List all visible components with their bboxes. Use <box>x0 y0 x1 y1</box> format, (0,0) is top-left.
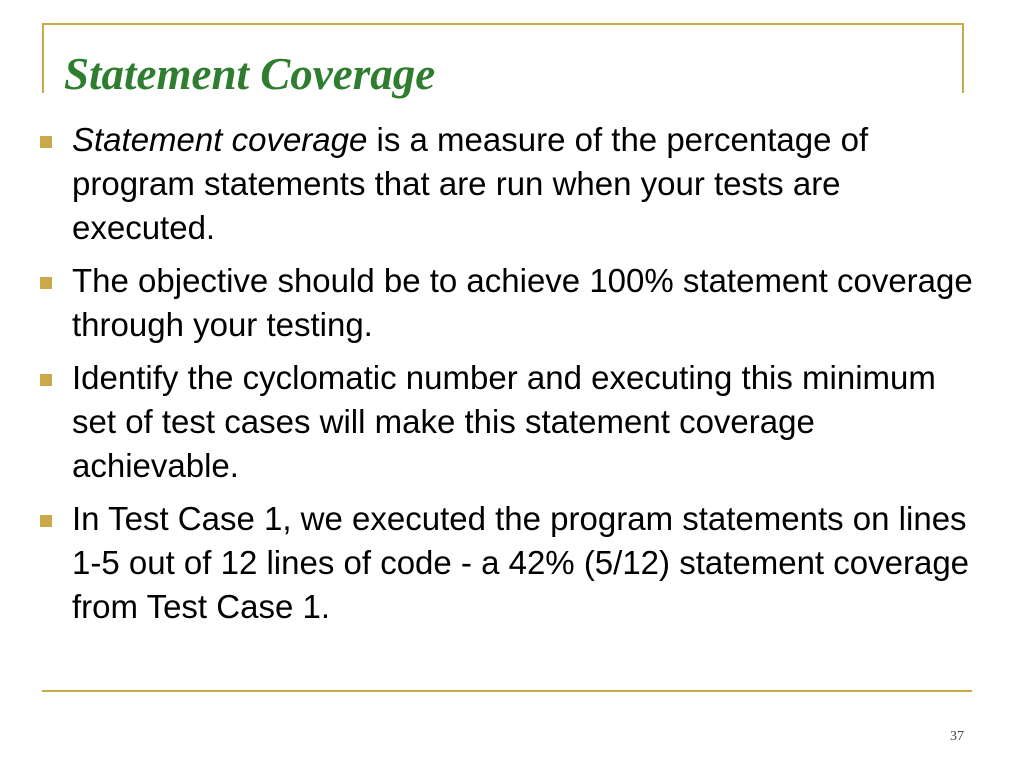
bullet-3-text: Identify the cyclomatic number and executing this minimum set of test cases will make this statement coverage achievable. <box>72 359 936 484</box>
slide-title: Statement Coverage <box>64 49 436 99</box>
frame-top-rule <box>42 23 964 25</box>
page-number: 37 <box>950 729 964 744</box>
bullet-item-3 <box>36 356 981 488</box>
frame-left-rule <box>42 23 44 93</box>
square-bullet-icon <box>40 374 52 386</box>
square-bullet-icon <box>40 515 52 527</box>
bullet-2-text: The objective should be to achieve 100% statement coverage through your testing. <box>72 262 973 343</box>
bullet-4-text: In Test Case 1, we executed the program statements on lines 1-5 out of 12 lines of code - a 42% (5/12) statement coverage from Test Case 1. <box>72 500 970 625</box>
frame-bottom-rule <box>42 690 972 692</box>
bullet-1-text: is a measure of the percentage of program statements that are run when your tests are executed. <box>72 121 869 246</box>
square-bullet-icon <box>40 277 52 289</box>
bullet-list <box>36 118 981 638</box>
bullet-1-emphasis: Statement coverage <box>72 121 368 158</box>
frame-right-rule <box>962 23 964 93</box>
bullet-item-4 <box>36 497 981 629</box>
bullet-item-1 <box>36 118 981 250</box>
bullet-item-2 <box>36 259 981 347</box>
square-bullet-icon <box>40 136 52 148</box>
